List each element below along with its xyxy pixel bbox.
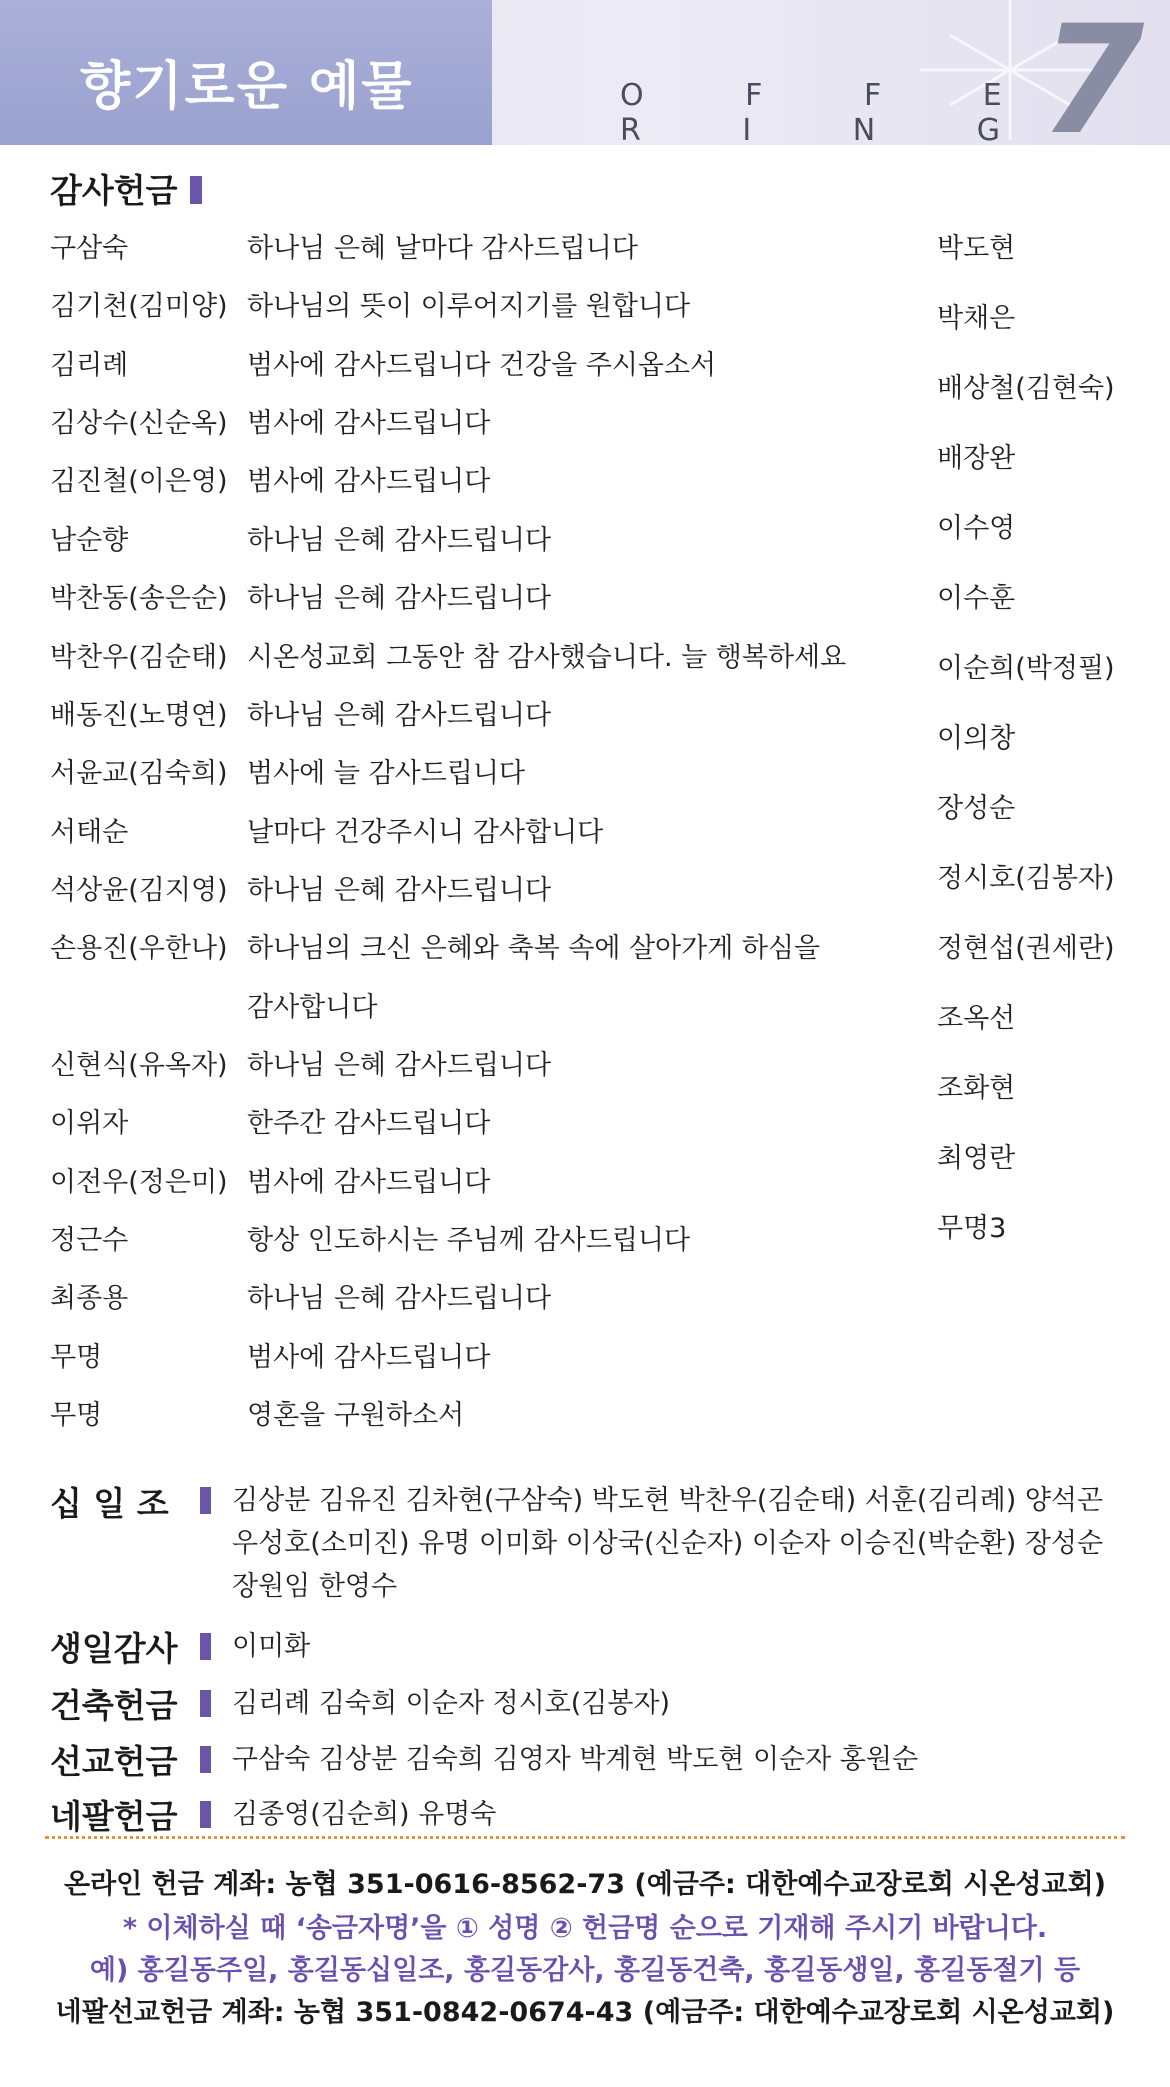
- thanks-message: 범사에 감사드립니다: [247, 466, 491, 497]
- list-item: 배상철(김현숙): [937, 373, 1115, 404]
- category-names: 구삼숙 김상분 김숙희 김영자 박계현 박도현 이순자 홍원순: [232, 1744, 919, 1775]
- thanks-message: 하나님 은혜 감사드립니다: [247, 1283, 552, 1314]
- list-item: 최영란: [937, 1143, 1016, 1174]
- category-bar: [200, 1690, 211, 1717]
- transfer-note: * 이체하실 때 ‘송금자명’을 ① 성명 ② 헌금명 순으로 기재해 주시기 바랍니다.: [122, 1913, 1048, 1944]
- nepal-account-info: 네팔선교헌금 계좌: 농협 351-0842-0674-43 (예금주: 대한예수교장로회 시온성교회): [55, 1997, 1115, 2028]
- thanks-name: 정근수: [50, 1225, 129, 1256]
- thanks-name: 손용진(우한나): [50, 933, 228, 964]
- category-label: 네팔헌금: [50, 1797, 178, 1836]
- list-item: 이순희(박정필): [937, 653, 1115, 684]
- category-names: 김종영(김순희) 유명숙: [232, 1799, 497, 1830]
- thanks-name: 최종용: [50, 1283, 129, 1314]
- category-bar: [200, 1801, 211, 1828]
- category-bar: [200, 1746, 211, 1773]
- thanks-message: 하나님의 뜻이 이루어지기를 원합니다: [247, 291, 691, 322]
- list-item: 이의창: [937, 723, 1016, 754]
- thanks-heading: [50, 165, 202, 212]
- thanks-message: 하나님 은혜 감사드립니다: [247, 525, 552, 556]
- thanks-message: 하나님 은혜 감사드립니다: [247, 700, 552, 731]
- thanks-name: 김리례: [50, 350, 129, 381]
- thanks-message: 날마다 건강주시니 감사합니다: [247, 817, 604, 848]
- thanks-message: 감사합니다: [247, 992, 378, 1023]
- category-names: 김리례 김숙희 이순자 정시호(김봉자): [232, 1688, 671, 1719]
- thanks-message: 시온성교회 그동안 참 감사했습니다. 늘 행복하세요: [247, 642, 847, 673]
- heading-bar: [190, 176, 202, 204]
- category-bar: [200, 1487, 211, 1514]
- list-item: 정현섭(권세란): [937, 933, 1115, 964]
- header-subtitle: O F F E R I N G: [620, 78, 1048, 145]
- list-item: 박채은: [937, 303, 1016, 334]
- thanks-heading-label: 감사헌금: [50, 171, 178, 210]
- list-item: 조옥선: [937, 1003, 1016, 1034]
- list-item: 박도현: [937, 233, 1016, 264]
- thanks-name: 이전우(정은미): [50, 1167, 228, 1198]
- thanks-name: 서윤교(김숙희): [50, 758, 228, 789]
- list-item: 무명3: [937, 1213, 1007, 1244]
- thanks-message: 범사에 감사드립니다 건강을 주시옵소서: [247, 350, 717, 381]
- category-label: 건축헌금: [50, 1686, 178, 1725]
- thanks-message: 하나님 은혜 날마다 감사드립니다: [247, 233, 638, 264]
- thanks-message: 범사에 감사드립니다: [247, 408, 491, 439]
- thanks-name: 배동진(노명연): [50, 700, 228, 731]
- thanks-name: 박찬우(김순태): [50, 642, 228, 673]
- thanks-name: 석상윤(김지영): [50, 875, 228, 906]
- issue-number: 7: [1040, 0, 1145, 145]
- category-label: 생일감사: [50, 1629, 178, 1668]
- category-names: 장원임 한영수: [232, 1571, 398, 1602]
- page-header: [0, 0, 1170, 145]
- thanks-message: 하나님 은혜 감사드립니다: [247, 875, 552, 906]
- thanks-name: 김상수(신순옥): [50, 408, 228, 439]
- thanks-name: 서태순: [50, 817, 129, 848]
- thanks-name: 구삼숙: [50, 233, 129, 264]
- header-title-box: [0, 0, 492, 145]
- transfer-example: 예) 홍길동주일, 홍길동십일조, 홍길동감사, 홍길동건축, 홍길동생일, 홍길동절기 등: [89, 1955, 1081, 1986]
- thanks-name: 김기천(김미양): [50, 291, 228, 322]
- category-names: 우성호(소미진) 유명 이미화 이상국(신순자) 이순자 이승진(박순환) 장성순: [232, 1528, 1104, 1559]
- thanks-message: 하나님의 크신 은혜와 축복 속에 살아가게 하심을: [247, 933, 821, 964]
- thanks-name: 무명: [50, 1400, 103, 1431]
- list-item: 이수영: [937, 513, 1016, 544]
- thanks-name: 남순향: [50, 525, 129, 556]
- category-label: 선교헌금: [50, 1742, 178, 1781]
- thanks-name: 신현식(유옥자): [50, 1050, 228, 1081]
- thanks-message: 항상 인도하시는 주님께 감사드립니다: [247, 1225, 691, 1256]
- list-item: 배장완: [937, 443, 1016, 474]
- thanks-message: 영혼을 구원하소서: [247, 1400, 465, 1431]
- online-account-info: 온라인 헌금 계좌: 농협 351-0616-8562-73 (예금주: 대한예수교장로회 시온성교회): [64, 1869, 1106, 1900]
- category-label: 십 일 조: [50, 1484, 169, 1523]
- thanks-message: 범사에 감사드립니다: [247, 1342, 491, 1373]
- thanks-message: 한주간 감사드립니다: [247, 1108, 491, 1139]
- thanks-message: 범사에 감사드립니다: [247, 1167, 491, 1198]
- category-bar: [200, 1633, 211, 1660]
- list-item: 장성순: [937, 793, 1016, 824]
- page-title: 향기로운 예물: [80, 57, 414, 117]
- thanks-message: 범사에 늘 감사드립니다: [247, 758, 525, 789]
- list-item: 조화현: [937, 1073, 1016, 1104]
- category-names: 이미화: [232, 1631, 311, 1662]
- thanks-name: 박찬동(송은순): [50, 583, 228, 614]
- list-item: 정시호(김봉자): [937, 863, 1115, 894]
- category-names: 김상분 김유진 김차현(구삼숙) 박도현 박찬우(김순태) 서훈(김리례) 양석곤: [232, 1485, 1104, 1516]
- thanks-name: 이위자: [50, 1108, 129, 1139]
- thanks-name: 무명: [50, 1342, 103, 1373]
- list-item: 이수훈: [937, 583, 1016, 614]
- dotted-divider: [45, 1836, 1125, 1839]
- thanks-message: 하나님 은혜 감사드립니다: [247, 583, 552, 614]
- thanks-message: 하나님 은혜 감사드립니다: [247, 1050, 552, 1081]
- thanks-name: 김진철(이은영): [50, 466, 228, 497]
